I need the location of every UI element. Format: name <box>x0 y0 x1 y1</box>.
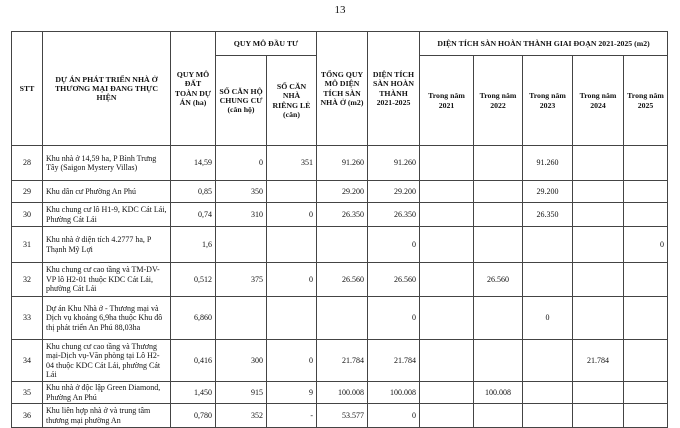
year-2025-cell <box>624 382 668 404</box>
year-2021-cell <box>420 404 474 428</box>
total-floor-area-cell: 26.350 <box>317 203 368 227</box>
project-cell: Khu chung cư cao tầng và Thương mại-Dịch vụ-Văn phòng tại Lô H2-04 thuộc KDC Cát Lái, phường Cát Lái <box>43 340 171 382</box>
completed-area-cell: 0 <box>368 227 420 263</box>
land-scale-cell: 0,512 <box>171 263 216 297</box>
land-scale-cell: 0,85 <box>171 181 216 203</box>
total-floor-area-cell: 100.008 <box>317 382 368 404</box>
table-row <box>12 181 668 203</box>
project-cell: Khu nhà ở diện tích 4.2777 ha, P Thạnh Mỹ Lợi <box>43 227 171 263</box>
year-2022-cell <box>474 146 523 181</box>
houses-cell <box>267 227 317 263</box>
year-2025-cell <box>624 404 668 428</box>
project-cell: Khu chung cư cao tầng và TM-DV-VP lô H2-01 thuộc KDC Cát Lái, phường Cát Lái <box>43 263 171 297</box>
table-body <box>12 146 668 428</box>
total-floor-area-cell: 53.577 <box>317 404 368 428</box>
land-scale-cell: 6,860 <box>171 297 216 340</box>
year-2023-cell <box>523 340 573 382</box>
year-2024-cell <box>573 263 624 297</box>
header-land-scale: QUY MÔ ĐẤT TOÀN DỰ ÁN (ha) <box>171 32 216 146</box>
header-total-floor-area: TỔNG QUY MÔ DIỆN TÍCH SÀN NHÀ Ở (m2) <box>317 32 368 146</box>
apartments-cell: 0 <box>216 146 267 181</box>
completed-area-cell: 21.784 <box>368 340 420 382</box>
header-investment-scale: QUY MÔ ĐẦU TƯ <box>216 32 317 56</box>
project-cell: Khu dân cư Phường An Phú <box>43 181 171 203</box>
stt-cell: 33 <box>12 297 43 340</box>
year-2025-cell <box>624 203 668 227</box>
total-floor-area-cell <box>317 227 368 263</box>
completed-area-cell: 26.350 <box>368 203 420 227</box>
houses-cell <box>267 181 317 203</box>
year-2022-cell <box>474 340 523 382</box>
year-2025-cell <box>624 340 668 382</box>
project-cell: Khu nhà ở độc lập Green Diamond, Phường An Phú <box>43 382 171 404</box>
year-2023-cell: 29.200 <box>523 181 573 203</box>
apartments-cell: 352 <box>216 404 267 428</box>
apartments-cell: 310 <box>216 203 267 227</box>
year-2021-cell <box>420 181 474 203</box>
year-2021-cell <box>420 263 474 297</box>
year-2023-cell: 0 <box>523 297 573 340</box>
header-year-2025: Trong năm 2025 <box>624 56 668 146</box>
table-row <box>12 263 668 297</box>
houses-cell <box>267 297 317 340</box>
year-2023-cell <box>523 263 573 297</box>
apartments-cell: 350 <box>216 181 267 203</box>
total-floor-area-cell: 29.200 <box>317 181 368 203</box>
year-2023-cell: 26.350 <box>523 203 573 227</box>
completed-area-cell: 0 <box>368 297 420 340</box>
project-cell: Khu chung cư lô H1-9, KDC Cát Lái, Phường Cát Lái <box>43 203 171 227</box>
stt-cell: 30 <box>12 203 43 227</box>
year-2022-cell <box>474 404 523 428</box>
table-row <box>12 146 668 181</box>
year-2021-cell <box>420 297 474 340</box>
year-2023-cell <box>523 404 573 428</box>
completed-area-cell: 26.560 <box>368 263 420 297</box>
land-scale-cell: 1,450 <box>171 382 216 404</box>
year-2021-cell <box>420 227 474 263</box>
completed-area-cell: 29.200 <box>368 181 420 203</box>
houses-cell: 351 <box>267 146 317 181</box>
project-cell: Khu liên hợp nhà ở và trung tâm thương mại phường An <box>43 404 171 428</box>
year-2024-cell: 21.784 <box>573 340 624 382</box>
project-cell: Dự án Khu Nhà ở - Thương mại và Dịch vụ khoảng 6,9ha thuộc Khu đô thị phát triển An Phú 88,03ha <box>43 297 171 340</box>
year-2022-cell: 100.008 <box>474 382 523 404</box>
apartments-cell: 375 <box>216 263 267 297</box>
year-2024-cell <box>573 382 624 404</box>
stt-cell: 32 <box>12 263 43 297</box>
year-2025-cell <box>624 181 668 203</box>
stt-cell: 29 <box>12 181 43 203</box>
houses-cell: 9 <box>267 382 317 404</box>
year-2021-cell <box>420 340 474 382</box>
year-2023-cell: 91.260 <box>523 146 573 181</box>
houses-cell: 0 <box>267 203 317 227</box>
table-row <box>12 203 668 227</box>
header-year-2023: Trong năm 2023 <box>523 56 573 146</box>
land-scale-cell: 0,416 <box>171 340 216 382</box>
apartments-cell <box>216 227 267 263</box>
housing-projects-table <box>11 31 668 428</box>
table-row <box>12 382 668 404</box>
header-year-2021: Trong năm 2021 <box>420 56 474 146</box>
completed-area-cell: 0 <box>368 404 420 428</box>
table-row <box>12 227 668 263</box>
year-2023-cell <box>523 382 573 404</box>
year-2021-cell <box>420 203 474 227</box>
header-completed-area: DIỆN TÍCH SÀN HOÀN THÀNH 2021-2025 <box>368 32 420 146</box>
header-project: DỰ ÁN PHÁT TRIỂN NHÀ Ở THƯƠNG MẠI ĐANG THỰC HIỆN <box>43 32 171 146</box>
completed-area-cell: 91.260 <box>368 146 420 181</box>
year-2022-cell <box>474 181 523 203</box>
houses-cell: - <box>267 404 317 428</box>
year-2022-cell: 26.560 <box>474 263 523 297</box>
total-floor-area-cell <box>317 297 368 340</box>
year-2025-cell <box>624 146 668 181</box>
year-2024-cell <box>573 181 624 203</box>
year-2021-cell <box>420 382 474 404</box>
table-row <box>12 340 668 382</box>
houses-cell: 0 <box>267 263 317 297</box>
stt-cell: 28 <box>12 146 43 181</box>
total-floor-area-cell: 26.560 <box>317 263 368 297</box>
year-2024-cell <box>573 404 624 428</box>
page-number: 13 <box>334 4 346 16</box>
year-2022-cell <box>474 227 523 263</box>
houses-cell: 0 <box>267 340 317 382</box>
header-year-2022: Trong năm 2022 <box>474 56 523 146</box>
project-cell: Khu nhà ở 14,59 ha, P Bình Trưng Tây (Saigon Mystery Villas) <box>43 146 171 181</box>
year-2021-cell <box>420 146 474 181</box>
year-2024-cell <box>573 203 624 227</box>
year-2024-cell <box>573 146 624 181</box>
header-houses: SỐ CĂN NHÀ RIÊNG LẺ (căn) <box>267 56 317 146</box>
land-scale-cell: 14,59 <box>171 146 216 181</box>
year-2025-cell: 0 <box>624 227 668 263</box>
header-stt: STT <box>12 32 43 146</box>
header-apartments: SỐ CĂN HỘ CHUNG CƯ (căn hộ) <box>216 56 267 146</box>
table-row <box>12 297 668 340</box>
apartments-cell: 300 <box>216 340 267 382</box>
year-2025-cell <box>624 263 668 297</box>
total-floor-area-cell: 21.784 <box>317 340 368 382</box>
year-2022-cell <box>474 203 523 227</box>
land-scale-cell: 0,74 <box>171 203 216 227</box>
stt-cell: 31 <box>12 227 43 263</box>
year-2022-cell <box>474 297 523 340</box>
apartments-cell: 915 <box>216 382 267 404</box>
year-2024-cell <box>573 227 624 263</box>
year-2024-cell <box>573 297 624 340</box>
header-year-2024: Trong năm 2024 <box>573 56 624 146</box>
stt-cell: 34 <box>12 340 43 382</box>
completed-area-cell: 100.008 <box>368 382 420 404</box>
year-2023-cell <box>523 227 573 263</box>
land-scale-cell: 0,780 <box>171 404 216 428</box>
apartments-cell <box>216 297 267 340</box>
stt-cell: 35 <box>12 382 43 404</box>
table-row <box>12 404 668 428</box>
total-floor-area-cell: 91.260 <box>317 146 368 181</box>
land-scale-cell: 1,6 <box>171 227 216 263</box>
header-period-area: DIỆN TÍCH SÀN HOÀN THÀNH GIAI ĐOẠN 2021-2025 (m2) <box>420 32 668 56</box>
stt-cell: 36 <box>12 404 43 428</box>
year-2025-cell <box>624 297 668 340</box>
